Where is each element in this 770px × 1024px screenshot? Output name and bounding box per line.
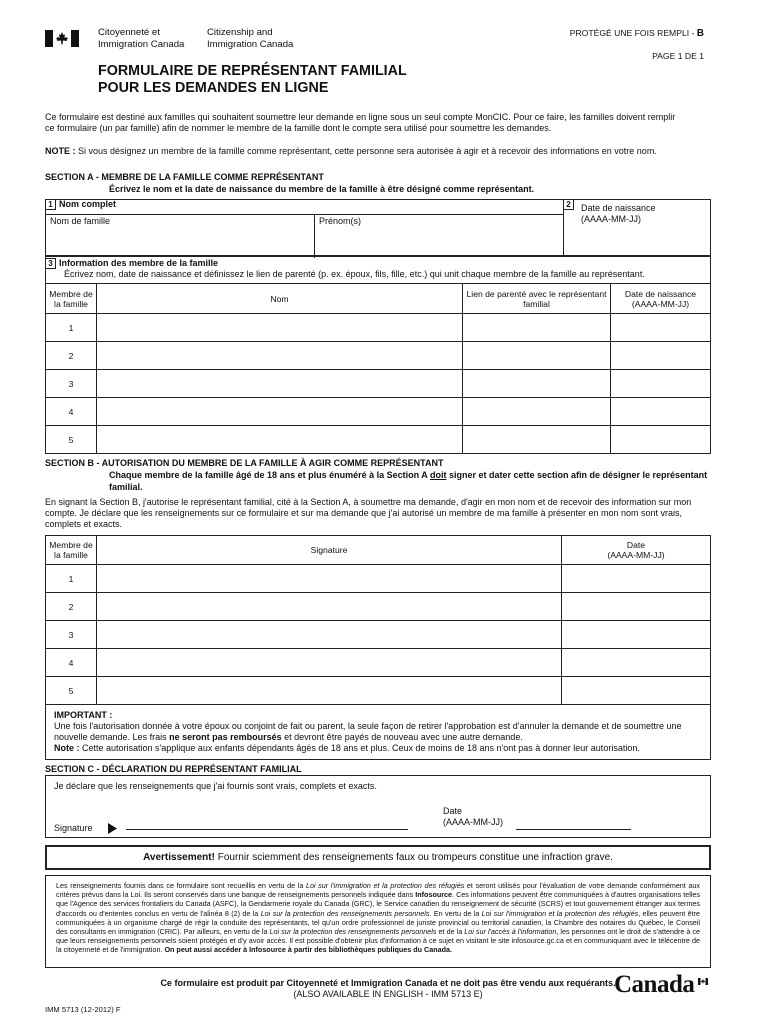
given-names-label: Prénom(s) [319,216,362,226]
important-notice: IMPORTANT : Une fois l'autorisation donnée à votre époux ou conjoint de fait ou parent, la seule façon de retirer l'approbation est d'annuler la demande et de soumettre une nouvelle demande. Les frais ne seront pas remboursés et devront être payés de nouveau avec une autre demande. Note : Cette autorisation s'applique aux enfants dépendants âgés de 18 ans et plus. Ceux de moins de 18 ans n'ont pas à donner leur autorisation. [54,710,682,753]
warning-text: Fournir sciemment des renseignements faux ou trompeurs constitue une infraction grave. [217,852,613,863]
table-row: 2 [46,342,711,370]
arrow-right-icon [108,821,117,839]
warning-label: Avertissement! [143,852,215,863]
signatures-table [45,535,711,705]
table-row: 5 [46,426,711,454]
dob-cell[interactable] [611,370,711,398]
col-dob-header: Date de naissance (AAAA-MM-JJ) [611,284,711,314]
col-signature-header: Signature [97,536,562,565]
relation-cell[interactable] [463,370,611,398]
section-a-subtitle: Écrivez le nom et la date de naissance du membre de la famille à être désigné comme représentant. [109,184,535,194]
privacy-box [45,875,711,968]
department-en [207,27,293,51]
signature-cell[interactable] [97,593,562,621]
table-row: 1 [46,314,711,342]
form-code: IMM 5713 (12-2012) F [45,1005,121,1014]
privacy-notice: Les renseignements fournis dans ce formulaire sont recueillis en vertu de la Loi sur l'immigration et la protection des réfugiés et seront utilisés pour l'évaluation de votre demande conformément aux critères prévus dans la Loi. Ils seront conservés dans une banque de renseignements personnels indiquée dans Infosource. Ces informations peuvent être communiquées à d'autres organisations telles que l'Agence des services frontaliers du Canada (ASFC), la Gendarmerie royale du Canada (GRC), le Service canadien du renseignement de sécurité (SCRS) et tout gouvernement étranger aux termes d'accords ou d'ententes conclus en vertu de l'alinéa 8 (2) de la Loi sur la protection des renseignements personnels. En vertu de la Loi sur l'immigration et la protection des réfugiés, elles peuvent être communiquées à un organisme chargé de régir la conduite des représentants, tel qu'un ordre professionnel de juriste provincial ou territorial canadien, la Chambre des notaires du Québec, le Conseil des consultants en immigration (CRIC). Par ailleurs, en vertu de la Loi sur la protection des renseignements personnels et de la Loi sur l'accès à l'information, les personnes ont le droit de s'attendre à ce que leurs renseignements personnels soient protégés et d'y avoir accès. Il est possible d'obtenir plus d'information à ce sujet en visitant le site infosource.gc.ca et en communiquant avec le télécentre de la citoyenneté et de l'immigration. On peut aussi accéder à Infosource à partir des bibliothèques publiques du Canada. [56,881,701,955]
relation-cell[interactable] [463,342,611,370]
signature-cell[interactable] [97,565,562,593]
warning-box [45,845,711,870]
signatures-box [45,535,711,760]
department-fr [98,27,184,51]
signature-label: Signature [54,823,93,833]
dob-cell[interactable] [611,426,711,454]
table-header-row [46,284,711,314]
family-name-label: Nom de famille [50,216,111,226]
date-cell[interactable] [562,649,711,677]
date-line[interactable] [516,829,631,830]
box3-number: 3 [45,258,56,269]
table-row: 3 [46,621,711,649]
name-cell[interactable] [97,398,463,426]
name-cell[interactable] [97,370,463,398]
relation-cell[interactable] [463,314,611,342]
date-cell[interactable] [562,593,711,621]
table-row: 1 [46,565,711,593]
col-name-header: Nom [97,284,463,314]
page-title: FORMULAIRE DE REPRÉSENTANT FAMILIAL POUR LES DEMANDES EN LIGNE [98,63,407,96]
signature-cell[interactable] [97,677,562,705]
protected-marker: PROTÉGÉ UNE FOIS REMPLI - B [569,28,704,39]
col-member-header: Membre de la famille [46,284,97,314]
table-row: 5 [46,677,711,705]
section-c-title: SECTION C - DÉCLARATION DU REPRÉSENTANT FAMILIAL [45,764,302,774]
date-format: (AAAA-MM-JJ) [443,817,503,827]
signature-line[interactable] [126,829,408,830]
section-a-title: SECTION A - MEMBRE DE LA FAMILLE COMME REPRÉSENTANT [45,172,324,182]
declaration-box [45,775,711,838]
intro-note: NOTE : Si vous désignez un membre de la famille comme représentant, cette personne sera autorisée à agir et à recevoir des informations en votre nom. [45,146,657,156]
dob-cell[interactable] [611,398,711,426]
box2-number: 2 [563,199,574,210]
dept-fr-line2: Immigration Canada [98,39,185,50]
wordmark-flag-icon [698,972,708,990]
english-availability: (ALSO AVAILABLE IN ENGLISH - IMM 5713 E) [293,989,483,999]
date-cell[interactable] [562,565,711,593]
family-name-input[interactable] [49,227,309,255]
footer-text [150,978,626,1000]
canada-wordmark: Canada [614,971,694,1005]
dob-label: Date de naissance [581,203,656,213]
relation-cell[interactable] [463,398,611,426]
declaration-text: Je déclare que les renseignements que j'ai fournis sont vrais, complets et exacts. [54,781,377,791]
col-date-header: Date (AAAA-MM-JJ) [562,536,711,565]
section-b-subtitle: Chaque membre de la famille âgé de 18 ans et plus énuméré à la Section A doit signer et dater cette section afin de désigner le représentant familial. [109,470,708,492]
name-cell[interactable] [97,342,463,370]
name-cell[interactable] [97,426,463,454]
dob-format: (AAAA-MM-JJ) [581,214,641,224]
full-name-box [45,199,711,256]
dept-en-line1: Citizenship and [207,27,273,38]
signature-cell[interactable] [97,649,562,677]
box1-number: 1 [45,199,56,210]
full-name-fields [46,214,564,257]
table-row: 4 [46,398,711,426]
dob-input[interactable] [568,226,706,254]
name-cell[interactable] [97,314,463,342]
dob-cell[interactable] [611,342,711,370]
table-row: 3 [46,370,711,398]
page-number: PAGE 1 DE 1 [652,51,704,61]
section-b-text: En signant la Section B, j'autorise le représentant familial, cité à la Section A, à soumettre ma demande, d'agir en mon nom et de recevoir des information sur mon compte. Je déclare que les renseignements sur ce formulaire et sur ma demande que j'ai autorisé un membre de ma famille à présenter en mon nom sont vrais, complets et exacts. [45,497,692,529]
col-relation-header: Lien de parenté avec le représentant familial [463,284,611,314]
given-names-input[interactable] [318,227,558,255]
table-header-row [46,536,711,565]
dept-fr-line1: Citoyenneté et [98,27,160,38]
family-info-instructions: Écrivez nom, date de naissance et définissez le lien de parenté (p. ex. époux, fils, fille, etc.) qui unit chaque membre de la famille au représentant. [64,269,645,279]
family-members-table [45,283,711,454]
protected-level: B [696,28,704,39]
date-cell[interactable] [562,621,711,649]
produced-by: Ce formulaire est produit par Citoyenneté et Immigration Canada et ne doit pas être vendu aux requérants. [160,978,616,988]
full-name-label: Nom complet [59,199,117,209]
signature-cell[interactable] [97,621,562,649]
section-b-title: SECTION B - AUTORISATION DU MEMBRE DE LA FAMILLE À AGIR COMME REPRÉSENTANT [45,458,444,468]
col-member-header: Membre de la famille [46,536,97,565]
canada-flag-logo [45,30,79,47]
intro-text: Ce formulaire est destiné aux familles qui souhaitent soumettre leur demande en ligne sous un seul compte MonCIC. Pour ce faire, les familles doivent remplir ce formulaire (un par famille) afin de nommer le membre de la famille dont le compte sera utilisé pour soumettre les demandes. [45,112,676,133]
date-label: Date [443,806,463,816]
relation-cell[interactable] [463,426,611,454]
dept-en-line2: Immigration Canada [207,39,294,50]
family-members-box [45,256,711,454]
table-row: 2 [46,593,711,621]
date-cell[interactable] [562,677,711,705]
dob-cell[interactable] [611,314,711,342]
family-info-label: Information des membre de la famille [59,258,219,268]
table-row: 4 [46,649,711,677]
